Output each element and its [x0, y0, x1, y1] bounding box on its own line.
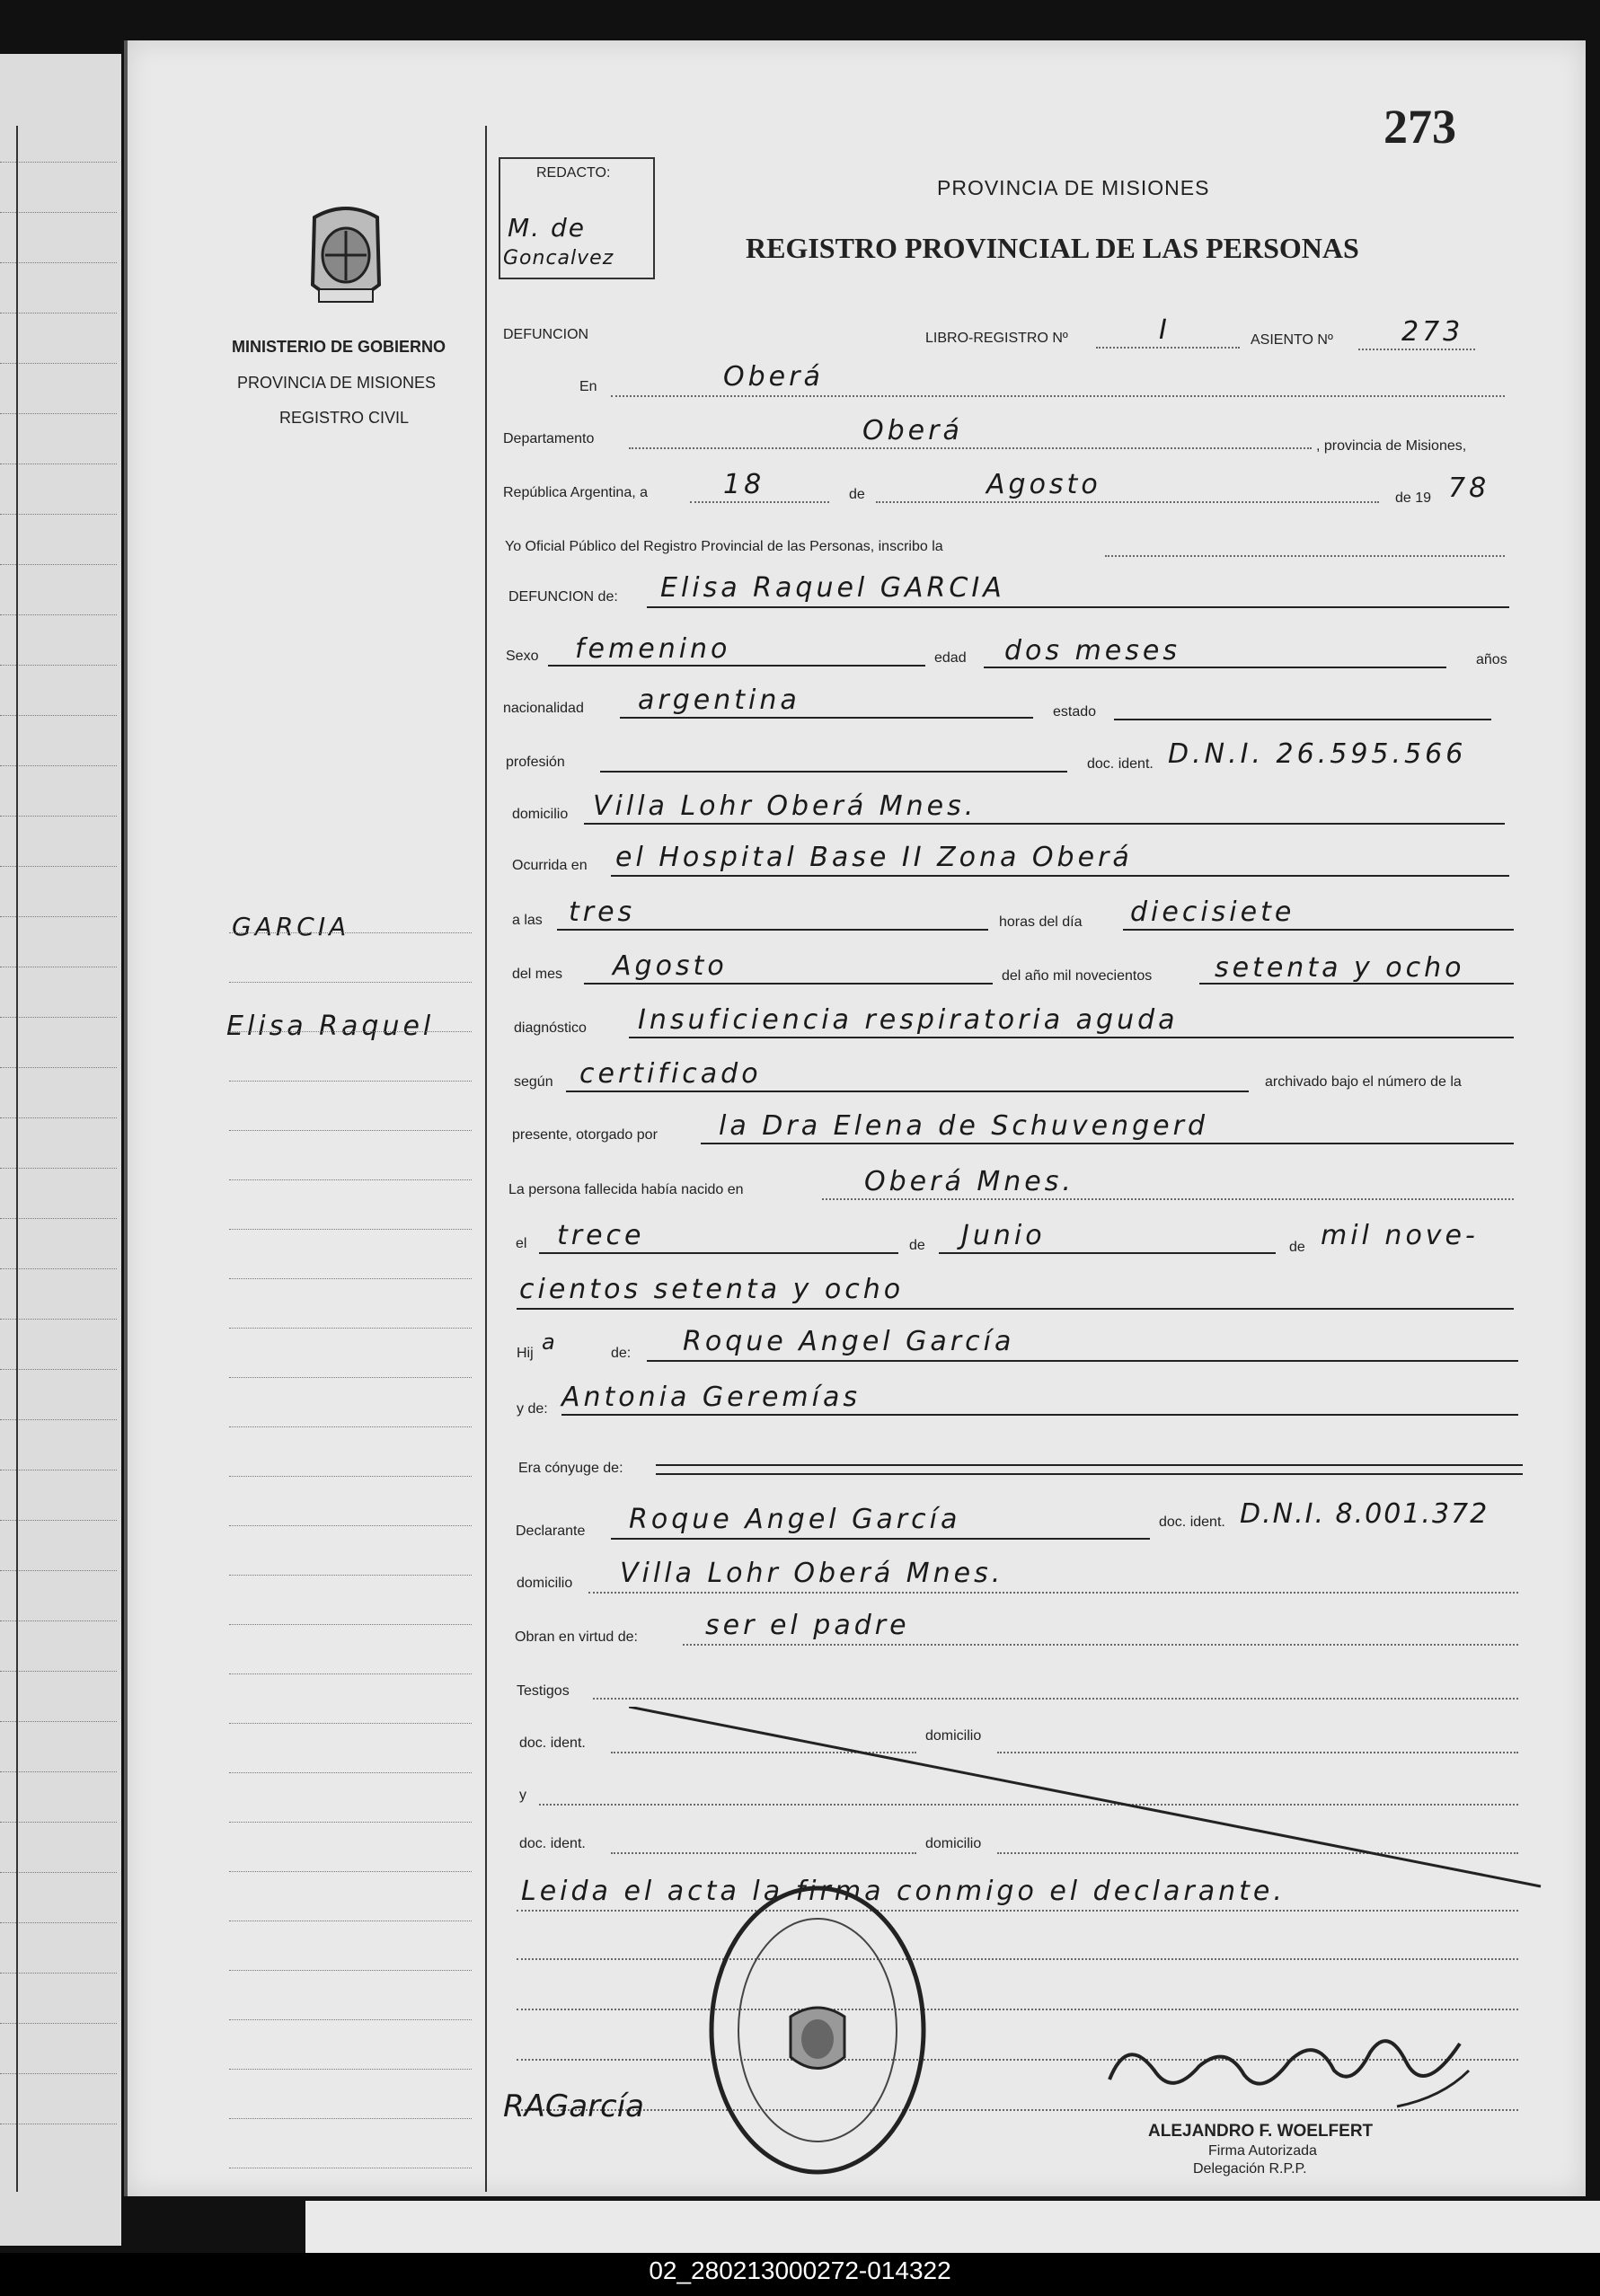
margin-line: [229, 1130, 472, 1131]
sexo-label: Sexo: [506, 649, 539, 664]
edad-value: dos meses: [1004, 635, 1180, 667]
asiento-line: [1358, 349, 1475, 350]
yde-label: y de:: [517, 1401, 548, 1417]
left-page-fragment: [0, 54, 121, 2246]
header-province: PROVINCIA DE MISIONES: [937, 176, 1210, 199]
delano-label: del año mil novecientos: [1002, 968, 1153, 984]
margin-line: [229, 932, 472, 933]
margin-line: [229, 2069, 472, 2070]
horas-value: diecisiete: [1130, 896, 1295, 928]
oficial-line: [1105, 555, 1505, 557]
doc-ident-value: D.N.I. 26.595.566: [1168, 738, 1467, 770]
segun-line: [566, 1091, 1249, 1092]
diagnostico-label: diagnóstico: [514, 1020, 587, 1036]
domicilio-label: domicilio: [512, 807, 569, 822]
official-line2: Firma Autorizada: [1208, 2143, 1317, 2159]
margin-line: [229, 1673, 472, 1674]
ministry-line3: REGISTRO CIVIL: [279, 409, 410, 427]
margin-line: [229, 982, 472, 983]
record-type-label: DEFUNCION: [503, 327, 589, 342]
doc-ident-label: doc. ident.: [1087, 756, 1154, 772]
estado-label: estado: [1053, 704, 1097, 720]
testigos-label: Testigos: [517, 1683, 570, 1699]
asiento-label: ASIENTO Nº: [1251, 332, 1333, 348]
margin-line: [229, 1476, 472, 1477]
anos-label: años: [1476, 652, 1507, 667]
en-label: En: [579, 379, 597, 394]
column-rule: [485, 126, 487, 2192]
left-page-margin-rule: [16, 126, 18, 2192]
declarante-value: Roque Angel García: [629, 1504, 961, 1535]
cont-value: cientos setenta y ocho: [519, 1274, 905, 1305]
segun-value: certificado: [579, 1058, 762, 1090]
ocurrida-label: Ocurrida en: [512, 858, 588, 873]
t-dom-label: domicilio: [925, 1728, 982, 1744]
nacionalidad-value: argentina: [638, 684, 800, 716]
de2-label: de: [909, 1238, 925, 1253]
header-registry: REGISTRO PROVINCIAL DE LAS PERSONAS: [746, 232, 1359, 264]
domicilio-line: [584, 823, 1505, 825]
edad-label: edad: [934, 650, 967, 666]
conyuge-label: Era cónyuge de:: [518, 1461, 623, 1476]
margin-line: [229, 1081, 472, 1082]
y-label: y: [519, 1788, 526, 1803]
margin-line: [229, 1723, 472, 1724]
conyuge-line1: [656, 1464, 1523, 1466]
t2-dom-label: domicilio: [925, 1836, 982, 1851]
cont-line: [517, 1308, 1514, 1310]
archivado-label: archivado bajo el número de la: [1265, 1074, 1462, 1090]
nacionalidad-line: [620, 717, 1033, 719]
hij-suffix: a: [542, 1329, 559, 1355]
yde-value: Antonia Geremías: [561, 1382, 861, 1413]
month-line: [876, 501, 1379, 503]
leida-value: Leida el acta la firma conmigo el declarante.: [521, 1876, 1286, 1907]
ocurrida-value: el Hospital Base II Zona Oberá: [615, 842, 1133, 873]
defuncion-de-label: DEFUNCION de:: [508, 589, 618, 605]
delmes-value: Agosto: [613, 950, 728, 982]
page-spine: [124, 40, 128, 2196]
diagnostico-value: Insuficiencia respiratoria aguda: [638, 1004, 1179, 1036]
decl-dom-line: [588, 1592, 1518, 1594]
alas-value: tres: [569, 896, 636, 928]
nacido-label: La persona fallecida había nacido en: [508, 1182, 744, 1197]
en-value: Oberá: [723, 361, 824, 393]
de3-value: mil nove-: [1321, 1220, 1479, 1251]
decl-dom-value: Villa Lohr Oberá Mnes.: [620, 1558, 1004, 1589]
ministry-line2: PROVINCIA DE MISIONES: [237, 374, 437, 392]
sexo-line: [548, 665, 925, 667]
libro-line: [1096, 347, 1240, 349]
hij-label: Hij: [517, 1346, 534, 1361]
edad-line: [984, 667, 1446, 668]
declarante-line: [611, 1538, 1150, 1540]
alas-label: a las: [512, 913, 543, 928]
oficial-text: Yo Oficial Público del Registro Provincial de las Personas, inscribo la: [505, 539, 943, 554]
el-value: trece: [557, 1220, 645, 1251]
margin-line: [229, 1179, 472, 1180]
en-line: [611, 395, 1505, 397]
sexo-value: femenino: [575, 633, 731, 665]
defuncion-de-value: Elisa Raquel GARCIA: [660, 572, 1005, 604]
margin-line: [229, 1377, 472, 1378]
margin-line: [229, 2019, 472, 2020]
month-value: Agosto: [986, 469, 1101, 500]
official-name: ALEJANDRO F. WOELFERT: [1148, 2122, 1374, 2141]
ministry-line1: MINISTERIO DE GOBIERNO: [232, 338, 446, 356]
redacto-value-line1: M. de: [508, 213, 586, 243]
official-signature-scribble: [1101, 2017, 1478, 2124]
departamento-value: Oberá: [862, 415, 963, 446]
margin-line: [229, 1772, 472, 1773]
margin-line: [229, 1426, 472, 1427]
libro-label: LIBRO-REGISTRO Nº: [925, 331, 1068, 346]
hij-value: Roque Angel García: [683, 1326, 1015, 1357]
obran-value: ser el padre: [705, 1610, 910, 1641]
footer-code: 02_280213000272-014322: [649, 2256, 951, 2284]
de2-value: Junio: [961, 1220, 1046, 1251]
republica-label: República Argentina, a: [503, 485, 648, 500]
de3-label: de: [1289, 1240, 1305, 1255]
margin-line: [229, 1278, 472, 1279]
presente-label: presente, otorgado por: [512, 1127, 658, 1143]
day-line: [690, 501, 829, 503]
margin-line: [229, 1328, 472, 1329]
conyuge-line2: [656, 1473, 1523, 1475]
hij-de-label: de:: [611, 1346, 632, 1361]
decl-dom-label: domicilio: [517, 1576, 573, 1591]
t-doc-label: doc. ident.: [519, 1735, 586, 1751]
yde-line: [561, 1414, 1518, 1416]
decl-doc-value: D.N.I. 8.001.372: [1240, 1498, 1490, 1530]
alas-line: [557, 929, 988, 931]
libro-value: I: [1159, 314, 1171, 346]
provincia-suffix: , provincia de Misiones,: [1316, 438, 1467, 454]
domicilio-value: Villa Lohr Oberá Mnes.: [593, 790, 977, 822]
presente-line: [701, 1143, 1514, 1144]
obran-line: [683, 1644, 1518, 1646]
leida-line2: [517, 1958, 1518, 1960]
margin-line: [229, 1575, 472, 1576]
delmes-label: del mes: [512, 967, 563, 982]
margin-names: Elisa Raquel: [226, 1011, 435, 1042]
horas-line: [1123, 929, 1514, 931]
t2-doc-label: doc. ident.: [519, 1836, 586, 1851]
departamento-line: [629, 447, 1312, 449]
decl-doc-label: doc. ident.: [1159, 1514, 1225, 1530]
declarante-label: Declarante: [516, 1523, 586, 1539]
year-value: 78: [1448, 472, 1490, 504]
horas-label: horas del día: [999, 914, 1083, 930]
page-number: 273: [1383, 100, 1456, 154]
nacido-line: [822, 1198, 1514, 1200]
testigos-line: [593, 1698, 1518, 1700]
profesion-line: [600, 771, 1067, 773]
redacto-label: REDACTO:: [536, 165, 611, 181]
hij-line: [647, 1360, 1518, 1362]
margin-line: [229, 1970, 472, 1971]
margin-line: [229, 1822, 472, 1823]
diagnostico-line: [629, 1037, 1514, 1038]
coat-of-arms-seal: [296, 199, 395, 316]
el-line: [539, 1252, 898, 1254]
margin-line: [229, 1229, 472, 1230]
delano-value: setenta y ocho: [1215, 952, 1465, 984]
profesion-label: profesión: [506, 755, 565, 770]
margin-line: [229, 1871, 472, 1872]
nacido-value: Oberá Mnes.: [864, 1166, 1074, 1197]
page-bottom-strip: [305, 2201, 1600, 2255]
segun-label: según: [514, 1074, 553, 1090]
nacionalidad-label: nacionalidad: [503, 701, 584, 716]
day-value: 18: [723, 469, 765, 500]
margin-line: [229, 1624, 472, 1625]
defuncion-de-line: [647, 606, 1509, 608]
ocurrida-line: [611, 875, 1509, 877]
departamento-label: Departamento: [503, 431, 595, 446]
asiento-value: 273: [1401, 316, 1464, 348]
declarant-signature: RAGarcía: [503, 2088, 645, 2124]
de-year-label: de 19: [1395, 490, 1432, 506]
official-line3: Delegación R.P.P.: [1193, 2161, 1307, 2177]
leida-line1: [517, 1910, 1518, 1912]
redacto-value-line2: Goncalvez: [503, 247, 614, 269]
estado-line: [1114, 719, 1491, 720]
de-label: de: [849, 487, 865, 502]
official-stamp: [705, 1882, 930, 2178]
margin-line: [229, 1525, 472, 1526]
margin-line: [229, 2118, 472, 2119]
el-label: el: [516, 1236, 527, 1251]
leida-line3: [517, 2009, 1518, 2010]
presente-value: la Dra Elena de Schuvengerd: [719, 1110, 1208, 1142]
obran-label: Obran en virtud de:: [515, 1629, 638, 1645]
margin-line: [229, 1031, 472, 1032]
margin-surname: GARCIA: [232, 912, 350, 941]
de2-line: [939, 1252, 1276, 1254]
delmes-line: [584, 983, 993, 985]
